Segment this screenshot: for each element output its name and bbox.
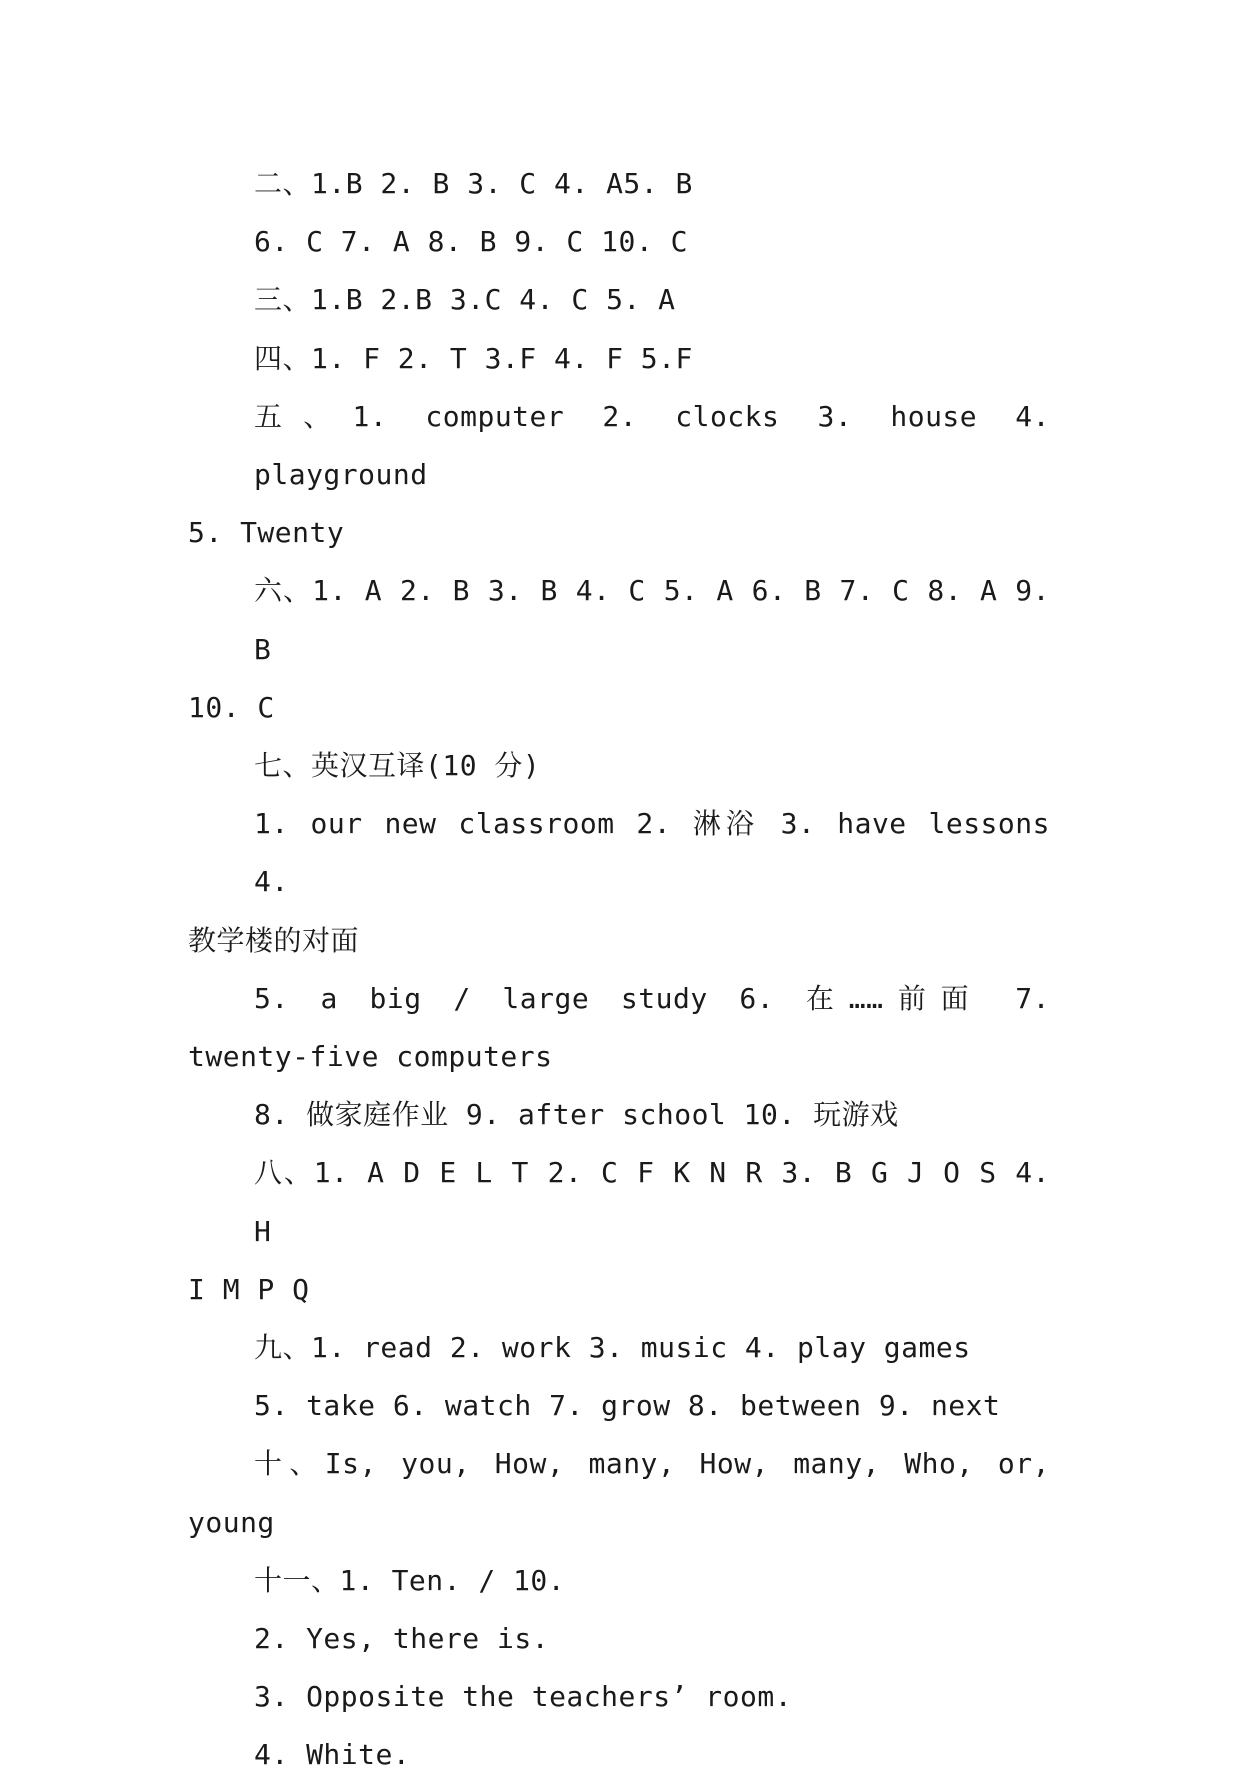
- text-line: 七、英汉互译(10 分): [254, 749, 541, 783]
- text-line: 10. C: [188, 690, 275, 724]
- text-line: I M P Q: [188, 1272, 310, 1306]
- text-line: 五、1. computer 2. clocks 3. house 4. playground: [254, 399, 1068, 492]
- text-line: 三、1.B 2.B 3.C 4. C 5. A: [254, 283, 676, 317]
- text-line: 十一、1. Ten. / 10.: [254, 1563, 566, 1597]
- text-line: 5. take 6. watch 7. grow 8. between 9. next: [254, 1389, 1001, 1423]
- text-line: 八、1. A D E L T 2. C F K N R 3. B G J O S 4. H: [254, 1156, 1068, 1248]
- text-line: 5. a big / large study 6. 在……前面 7.: [254, 981, 1050, 1015]
- text-line: 2. Yes, there is.: [254, 1622, 550, 1656]
- text-line: 3. Opposite the teachers’ room.: [254, 1680, 793, 1714]
- text-line: 5. Twenty: [188, 516, 345, 550]
- text-line: twenty-five computers: [188, 1040, 553, 1074]
- text-line: young: [188, 1505, 275, 1539]
- text-line: 十、Is, you, How, many, How, many, Who, or,: [254, 1447, 1050, 1481]
- text-line: 4. White.: [254, 1738, 411, 1772]
- text-line: 四、1. F 2. T 3.F 4. F 5.F: [254, 341, 693, 375]
- text-line: 二、1.B 2. B 3. C 4. A5. B: [254, 167, 693, 200]
- answer-key-body: [188, 155, 1068, 1785]
- text-line: 6. C 7. A 8. B 9. C 10. C: [254, 225, 688, 259]
- text-line: 教学楼的对面: [188, 923, 360, 957]
- text-line: 8. 做家庭作业 9. after school 10. 玩游戏: [254, 1098, 899, 1132]
- text-line: 九、1. read 2. work 3. music 4. play games: [254, 1331, 971, 1365]
- text-line: 六、1. A 2. B 3. B 4. C 5. A 6. B 7. C 8. A 9. B: [254, 574, 1068, 666]
- text-line: 1. our new classroom 2. 淋浴 3. have lessons 4.: [254, 807, 1068, 899]
